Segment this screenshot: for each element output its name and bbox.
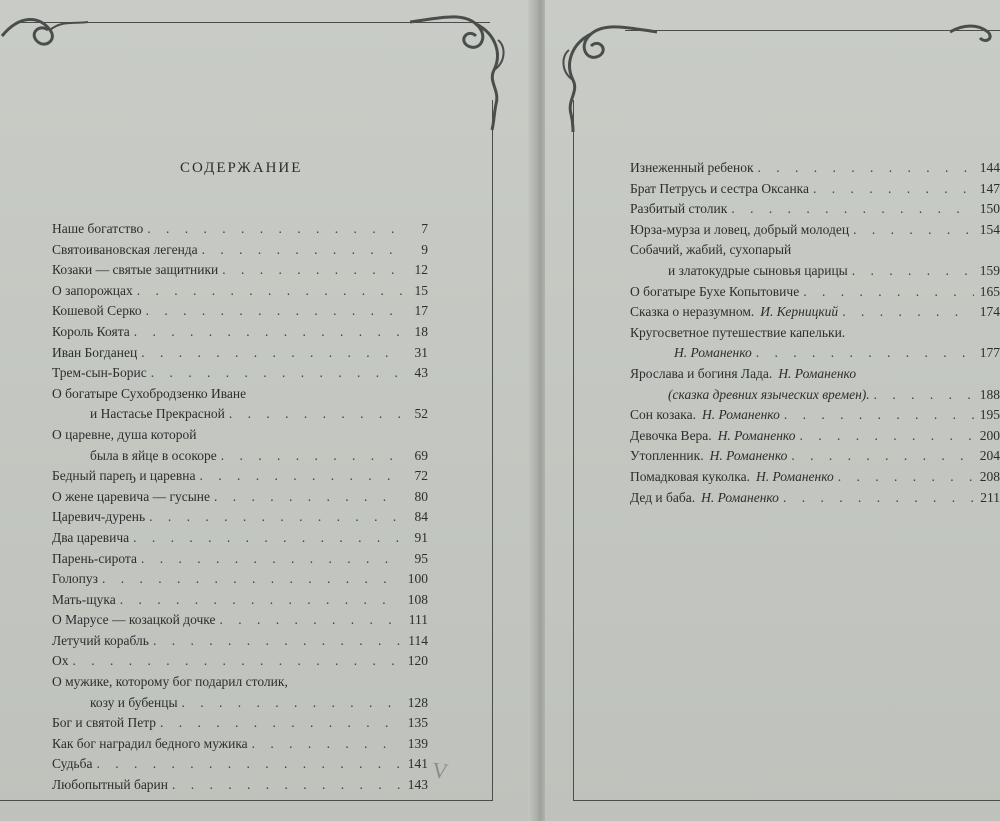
toc-entry-line <box>630 240 1000 261</box>
dot-leader <box>758 158 974 179</box>
toc-page-number: 188 <box>979 386 1000 402</box>
toc-entry-line <box>52 631 428 652</box>
toc-page-number: 18 <box>414 323 428 339</box>
dot-leader <box>803 282 974 303</box>
page-title: СОДЕРЖАНИЕ <box>180 160 303 176</box>
dot-leader <box>149 507 402 528</box>
toc-entry <box>630 199 1000 220</box>
toc-entry-line <box>630 364 1000 385</box>
toc-entry-line <box>630 220 1000 241</box>
toc-entry-title: была в яйце в осокоре <box>90 447 217 463</box>
toc-entry <box>630 240 1000 281</box>
toc-entry-title: Козаки — святые защитники <box>52 262 219 278</box>
toc-page-number: 111 <box>408 612 428 628</box>
toc-entry-line <box>52 404 428 425</box>
toc-entry-line <box>52 734 428 755</box>
toc-page-number: 84 <box>414 509 428 525</box>
dot-leader <box>96 754 402 775</box>
toc-page-number: 95 <box>414 550 428 566</box>
toc-entry <box>52 590 428 611</box>
toc-page-number: 165 <box>979 283 1000 299</box>
dot-leader <box>220 610 402 631</box>
dot-leader <box>838 467 974 488</box>
margin-check-mark: V <box>430 757 450 784</box>
toc-page-number: 150 <box>979 201 1000 217</box>
toc-entry-line <box>52 446 428 467</box>
left-frame-bottom <box>0 800 493 801</box>
toc-entry-title: (сказка древних языческих времен). <box>668 386 870 402</box>
toc-page-number: 12 <box>414 262 428 278</box>
toc-entry-title: Трем-сын-Борис <box>52 365 147 381</box>
dot-leader <box>160 713 402 734</box>
toc-entry-line <box>52 281 428 302</box>
toc-entry-line <box>52 549 428 570</box>
dot-leader <box>214 487 402 508</box>
toc-page-number: 211 <box>980 489 1000 505</box>
toc-page-number: 174 <box>979 304 1000 320</box>
toc-entry-line <box>52 754 428 775</box>
toc-page-number: 7 <box>421 221 428 236</box>
toc-entry-title: и златокудрые сыновья царицы <box>668 262 848 278</box>
right-frame-left <box>573 100 574 800</box>
toc-right-list <box>630 158 1000 508</box>
toc-page-number: 15 <box>414 282 428 298</box>
toc-entry-title: О жене царевича — гусыне <box>52 488 211 504</box>
toc-page-number: 108 <box>407 591 428 607</box>
dot-leader <box>756 343 974 364</box>
corner-ornament-icon <box>410 6 510 131</box>
toc-entry <box>630 446 1000 467</box>
toc-entry-line <box>630 343 1000 364</box>
dot-leader <box>842 302 974 323</box>
toc-entry-title: и Настасье Прекрасной <box>90 406 225 422</box>
toc-entry-title: Любопытный барин <box>52 777 169 793</box>
toc-entry-title: Летучий корабль <box>52 632 149 648</box>
toc-entry-title: О запорожцах <box>52 282 133 298</box>
dot-leader <box>134 322 402 343</box>
dot-leader <box>133 528 402 549</box>
toc-entry-title: О богатыре Сухобродзенко Иване <box>52 385 247 401</box>
toc-entry-title: Царевич-дурень <box>52 509 146 525</box>
toc-entry-title: Король Коята <box>52 323 130 339</box>
toc-entry-title: Разбитый столик <box>630 201 728 217</box>
toc-entry <box>52 363 428 384</box>
dot-leader <box>141 549 402 570</box>
toc-entry <box>630 302 1000 323</box>
toc-entry <box>52 322 428 343</box>
toc-page-number: 141 <box>407 756 428 772</box>
toc-page-number: 31 <box>414 344 428 360</box>
toc-entry-line <box>52 713 428 734</box>
toc-entry-title: Юрза-мурза и ловец, добрый молодец <box>630 221 850 237</box>
toc-entry <box>52 384 428 425</box>
dot-leader <box>172 775 402 796</box>
toc-page-number: 17 <box>414 303 428 319</box>
toc-entry-line <box>630 158 1000 179</box>
right-frame-bottom <box>573 800 1000 801</box>
toc-page-number: 100 <box>407 571 428 587</box>
toc-page-number: 120 <box>407 653 428 669</box>
toc-entry <box>52 569 428 590</box>
toc-entry-line <box>52 487 428 508</box>
toc-entry <box>52 775 428 796</box>
toc-entry <box>630 364 1000 405</box>
corner-ornament-icon <box>0 6 90 56</box>
toc-entry <box>630 488 1000 509</box>
dot-leader <box>813 179 974 200</box>
dot-leader <box>731 199 974 220</box>
toc-entry-line <box>630 261 1000 282</box>
toc-left-list <box>52 219 428 796</box>
dot-leader <box>147 219 402 240</box>
toc-entry <box>52 549 428 570</box>
toc-entry-title: Два царевича <box>52 529 130 545</box>
toc-page-number: 177 <box>979 345 1000 361</box>
toc-entry-title: Ох <box>52 653 69 669</box>
corner-ornament-icon <box>950 18 1000 48</box>
dot-leader <box>221 446 402 467</box>
toc-page-number: 200 <box>979 427 1000 443</box>
toc-entry <box>52 260 428 281</box>
toc-page-number: 91 <box>414 529 428 545</box>
toc-page-number: 135 <box>407 715 428 731</box>
toc-page-number: 139 <box>407 735 428 751</box>
toc-entry <box>52 672 428 713</box>
toc-entry-line <box>630 282 1000 303</box>
dot-leader <box>874 385 974 406</box>
toc-entry-title: Как бог наградил бедного мужика <box>52 735 248 751</box>
toc-entry-line <box>630 446 1000 467</box>
right-frame-top <box>625 30 1000 31</box>
toc-page-number: 52 <box>414 406 428 422</box>
toc-entry-line <box>52 610 428 631</box>
toc-entry-author: Н. Романенко <box>709 448 788 464</box>
toc-entry-title: Бедный пареҧ и царевна <box>52 468 196 484</box>
toc-entry-title: Изнеженный ребенок <box>630 160 754 175</box>
toc-entry-title: Собачий, жабий, сухопарый <box>630 242 792 258</box>
toc-entry <box>52 713 428 734</box>
toc-entry-title: Парень-сирота <box>52 550 137 566</box>
toc-entry <box>52 610 428 631</box>
corner-ornament-icon <box>559 18 659 133</box>
toc-page-number: 204 <box>979 448 1000 464</box>
toc-page-number: 80 <box>414 488 428 504</box>
toc-entry-author: И. Керницкий <box>760 304 839 320</box>
toc-entry <box>52 425 428 466</box>
toc-entry-line <box>52 322 428 343</box>
toc-entry-line <box>52 507 428 528</box>
dot-leader <box>852 261 974 282</box>
toc-entry-line <box>52 651 428 672</box>
toc-entry-author: Н. Романенко <box>674 345 752 361</box>
dot-leader <box>222 260 402 281</box>
toc-entry-line <box>52 590 428 611</box>
toc-entry-title: Бог и святой Петр <box>52 715 157 731</box>
toc-entry <box>52 487 428 508</box>
toc-entry-line <box>52 425 428 446</box>
toc-entry-title: Кругосветное путешествие капельки. <box>630 324 846 340</box>
toc-entry-line <box>52 466 428 487</box>
dot-leader <box>73 651 403 672</box>
dot-leader <box>102 569 402 590</box>
toc-entry-line <box>630 323 1000 344</box>
toc-entry-title: Помадковая куколка. <box>630 468 750 484</box>
toc-entry <box>52 754 428 775</box>
toc-entry-line <box>52 775 428 796</box>
toc-page-number: 72 <box>414 468 428 484</box>
dot-leader <box>784 405 974 426</box>
dot-leader <box>199 466 402 487</box>
toc-entry-title: Ярослава и богиня Лада. <box>630 365 773 381</box>
dot-leader <box>120 590 402 611</box>
toc-entry <box>52 528 428 549</box>
toc-page-number: 144 <box>979 160 1000 175</box>
toc-entry-line <box>630 385 1000 406</box>
dot-leader <box>146 301 402 322</box>
toc-entry-line <box>52 260 428 281</box>
toc-entry-author: Н. Романенко <box>702 407 780 423</box>
toc-entry-author: Н. Романенко <box>717 427 796 443</box>
toc-entry <box>630 405 1000 426</box>
dot-leader <box>202 240 402 261</box>
toc-entry-author: Н. Романенко <box>778 365 857 381</box>
toc-entry <box>630 158 1000 179</box>
dot-leader <box>229 404 402 425</box>
toc-entry <box>52 343 428 364</box>
toc-entry-title: Иван Богданец <box>52 344 138 360</box>
toc-entry-title: Святоивановская легенда <box>52 241 198 257</box>
toc-page-number: 69 <box>414 447 428 463</box>
toc-entry <box>52 507 428 528</box>
toc-entry-title: козу и бубенцы <box>90 694 178 710</box>
toc-entry-line <box>630 467 1000 488</box>
toc-entry-title: О мужике, которому бог подарил столик, <box>52 674 288 690</box>
toc-page-number: 208 <box>979 468 1000 484</box>
dot-leader <box>799 426 974 447</box>
dot-leader <box>137 281 402 302</box>
toc-entry-title: О Марусе — козацкой дочке <box>52 612 216 628</box>
toc-page-number: 147 <box>979 180 1000 196</box>
toc-entry-title: Девочка Вера. <box>630 427 712 443</box>
toc-page-number: 9 <box>421 241 428 257</box>
toc-page-number: 43 <box>414 365 428 381</box>
left-frame-right <box>492 100 493 800</box>
toc-entry-line <box>630 179 1000 200</box>
toc-entry <box>52 651 428 672</box>
toc-entry-title: О царевне, душа которой <box>52 426 197 442</box>
dot-leader <box>853 220 974 241</box>
dot-leader <box>182 693 402 714</box>
toc-entry-author: Н. Романенко <box>701 489 779 505</box>
toc-entry-title: Сон козака. <box>630 407 697 423</box>
toc-entry-title: Мать-щука <box>52 591 116 607</box>
dot-leader <box>151 363 402 384</box>
toc-page-number: 159 <box>979 262 1000 278</box>
dot-leader <box>791 446 974 467</box>
dot-leader <box>141 343 402 364</box>
dot-leader <box>252 734 402 755</box>
toc-entry <box>52 631 428 652</box>
toc-entry <box>52 466 428 487</box>
toc-entry-line <box>630 302 1000 323</box>
toc-entry <box>52 219 428 240</box>
toc-entry <box>630 467 1000 488</box>
toc-entry-author: Н. Романенко <box>755 468 834 484</box>
toc-entry <box>52 240 428 261</box>
toc-entry-line <box>630 488 1000 509</box>
toc-entry <box>52 281 428 302</box>
toc-entry-title: Дед и баба. <box>630 489 696 505</box>
toc-entry <box>630 220 1000 241</box>
dot-leader <box>153 631 402 652</box>
toc-entry-title: Сказка о неразумном. <box>630 304 755 320</box>
toc-entry <box>630 323 1000 364</box>
toc-entry <box>630 282 1000 303</box>
toc-entry-title: Наше богатство <box>52 221 144 236</box>
toc-entry-title: Брат Петрусь и сестра Оксанка <box>630 180 810 196</box>
toc-entry-title: Кошевой Серко <box>52 303 142 319</box>
toc-entry-title: Голопуз <box>52 571 98 587</box>
toc-entry-line <box>52 363 428 384</box>
dot-leader <box>783 488 974 509</box>
toc-entry-line <box>52 569 428 590</box>
toc-entry-title: Утопленник. <box>630 448 704 464</box>
toc-page-number: 154 <box>979 221 1000 237</box>
toc-page-number: 195 <box>979 407 1000 423</box>
toc-entry <box>52 734 428 755</box>
toc-page-number: 128 <box>407 694 428 710</box>
toc-entry-line <box>52 384 428 405</box>
toc-entry-line <box>52 693 428 714</box>
toc-entry-line <box>52 240 428 261</box>
toc-entry <box>630 426 1000 447</box>
toc-entry-line <box>52 219 428 240</box>
toc-entry-line <box>52 301 428 322</box>
toc-entry-line <box>52 672 428 693</box>
toc-entry-line <box>630 426 1000 447</box>
toc-entry-line <box>630 405 1000 426</box>
toc-entry-line <box>630 199 1000 220</box>
toc-entry <box>52 301 428 322</box>
toc-entry <box>630 179 1000 200</box>
toc-page-number: 114 <box>408 632 428 648</box>
toc-entry-title: О богатыре Бухе Копытовиче <box>630 283 800 299</box>
toc-entry-line <box>52 343 428 364</box>
toc-entry-title: Судьба <box>52 756 93 772</box>
toc-entry-line <box>52 528 428 549</box>
toc-page-number: 143 <box>407 777 428 793</box>
